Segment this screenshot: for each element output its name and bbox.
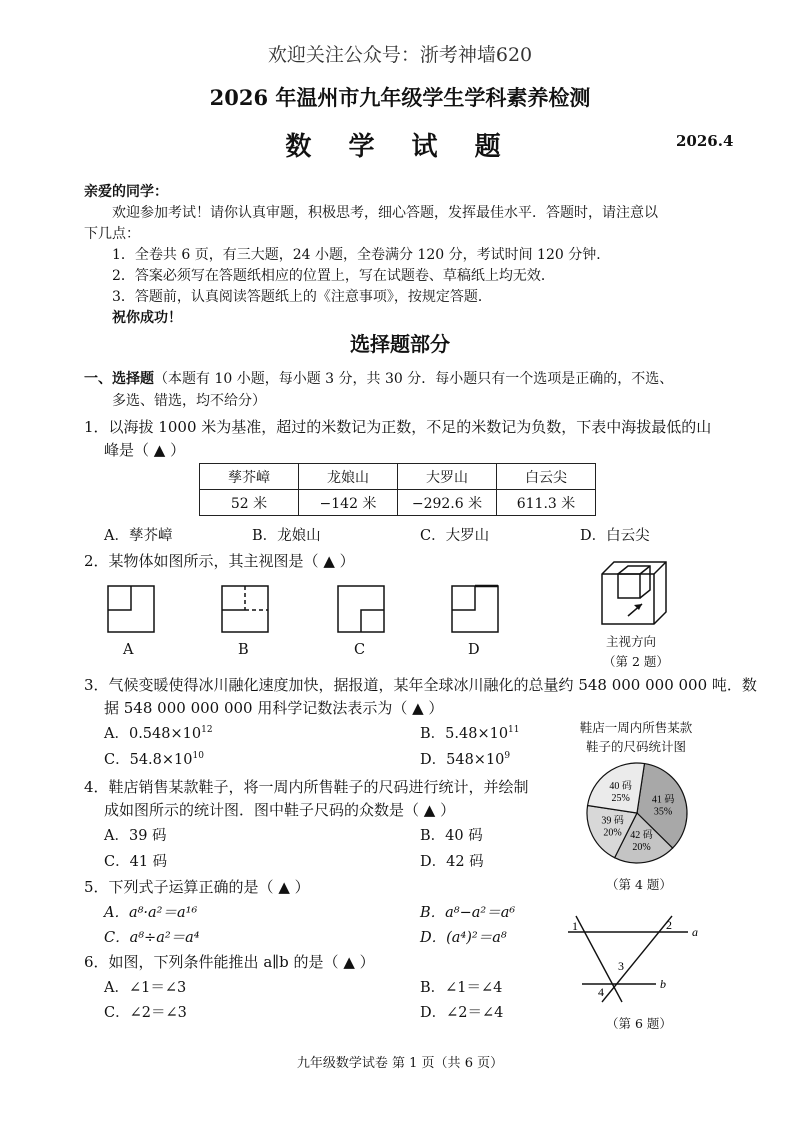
pie-percent-label: 25% (611, 792, 630, 804)
q6-option-c: C．∠2＝∠3 (104, 1005, 187, 1021)
angle-label-4: 4 (598, 985, 604, 999)
q6-option-d: D．∠2＝∠4 (420, 1005, 504, 1021)
table-cell: −142 米 (299, 490, 398, 516)
q6-stem: 6．如图，下列条件能推出 a∥b 的是（ ▲ ） (84, 953, 375, 971)
table-header-row (200, 464, 596, 490)
table-header: 龙娘山 (299, 464, 398, 490)
q3-line-2: 据 548 000 000 000 用科学记数法表示为（ ▲ ） (104, 699, 444, 717)
q1-option-c: C．大罗山 (420, 528, 490, 544)
angle-label-2: 2 (666, 918, 672, 932)
q4-option-c: C．41 码 (104, 854, 168, 870)
q2-label-d: D (468, 642, 480, 658)
q3-option-d (420, 748, 510, 769)
q3-option-a-exp: 12 (201, 725, 213, 736)
view-d-figure (452, 586, 498, 632)
pie-category-label: 41 码 (651, 794, 675, 806)
q2-caption: （第 2 题） (603, 654, 669, 669)
line-label-a: a (692, 925, 698, 939)
pie-category-label: 39 码 (601, 815, 624, 827)
exam-title: 2026 年温州市九年级学生学科素养检测 (209, 85, 591, 110)
q6-option-b: B．∠1＝∠4 (420, 980, 503, 996)
q6-caption: （第 6 题） (606, 1016, 672, 1031)
q5-option-d: D．(a⁴)²＝a⁸ (420, 930, 507, 946)
section-heading-num: 一、 (84, 371, 112, 387)
altitude-table (199, 463, 596, 516)
pie-percent-label: 20% (603, 827, 622, 839)
intro-line-2: 下几点： (84, 226, 140, 242)
q1-line-2: 峰是（ ▲ ） (104, 441, 186, 459)
note-3: 3．答题前，认真阅读答题纸上的《注意事项》，按规定答题． (112, 289, 492, 305)
q3-option-d-exp: 9 (504, 751, 511, 762)
q5-stem: 5．下列式子运算正确的是（ ▲ ） (84, 878, 310, 896)
q4-line-2: 成如图所示的统计图．图中鞋子尺码的众数是（ ▲ ） (104, 801, 456, 819)
parallel-lines-figure (560, 910, 710, 1010)
pie-chart-title-2: 鞋子的尺码统计图 (585, 739, 686, 754)
q3-option-d-mantissa: D．548×10 (420, 752, 505, 768)
section-heading-rest: （本题有 10 小题，每小题 3 分，共 30 分．每小题只有一个选项是正确的，不选、 (154, 371, 674, 387)
note-1: 1．全卷共 6 页，有三大题，24 小题，全卷满分 120 分，考试时间 120 分钟． (112, 247, 611, 263)
pie-percent-label: 35% (653, 806, 673, 818)
section-heading-bold: 选择题 (112, 371, 154, 387)
pie-chart-title-1: 鞋店一周内所售某款 (579, 720, 693, 735)
view-direction-label: 主视方向 (606, 634, 657, 649)
q3-option-b-mantissa: B．5.48×10 (420, 726, 509, 742)
closing: 祝你成功！ (112, 310, 182, 326)
q2-label-a: A (123, 642, 134, 658)
table-cell: 611.3 米 (497, 490, 596, 516)
pie-chart (572, 758, 702, 868)
view-a-figure (108, 586, 154, 632)
q5-option-c: C．a⁸÷a²＝a⁴ (104, 930, 200, 946)
q4-line-1: 4．鞋店销售某款鞋子，将一周内所售鞋子的尺码进行统计，并绘制 (84, 778, 529, 796)
q5-option-a: A．a⁸·a²＝a¹⁶ (104, 905, 198, 921)
q3-line-1: 3．气候变暖使得冰川融化速度加快，据报道，某年全球冰川融化的总量约 548 000 000 000 吨．数 (84, 676, 757, 694)
section-heading-line-2: 多选、错选，均不给分） (112, 393, 266, 409)
table-header: 大罗山 (398, 464, 497, 490)
angle-label-1: 1 (572, 919, 578, 933)
greeting: 亲爱的同学： (84, 184, 168, 200)
line-label-b: b (660, 977, 666, 991)
pie-percent-label: 20% (632, 842, 651, 854)
table-header: 白云尖 (497, 464, 596, 490)
angle-label-3: 3 (618, 959, 624, 973)
q4-option-a: A．39 码 (104, 828, 167, 844)
section-heading (84, 368, 673, 388)
q1-option-b: B．龙娘山 (252, 528, 321, 544)
view-c-figure (338, 586, 384, 632)
banner-text: 欢迎关注公众号：浙考神墙620 (267, 44, 533, 66)
q5-option-b: B．a⁸−a²＝a⁶ (420, 905, 516, 921)
table-header: 孳芥嶂 (200, 464, 299, 490)
q2-stem: 2．某物体如图所示，其主视图是（ ▲ ） (84, 552, 355, 570)
exam-date: 2026.4 (676, 132, 734, 150)
section-title: 选择题部分 (350, 332, 450, 356)
q6-option-a: A．∠1＝∠3 (104, 980, 187, 996)
exam-subtitle: 数 学 试 题 (285, 132, 515, 162)
q4-option-d: D．42 码 (420, 854, 484, 870)
q3-option-c (104, 748, 204, 769)
table-cell: 52 米 (200, 490, 299, 516)
q2-label-b: B (238, 642, 249, 658)
q4-option-b: B．40 码 (420, 828, 483, 844)
q2-solid-figure (594, 554, 684, 634)
intro-line-1: 欢迎参加考试！请你认真审题，积极思考，细心答题，发挥最佳水平．答题时，请注意以 (112, 205, 658, 221)
pie-category-label: 40 码 (609, 780, 632, 792)
q3-option-c-exp: 10 (192, 751, 204, 762)
q1-option-d: D．白云尖 (580, 528, 650, 544)
q3-option-a (104, 722, 213, 743)
q2-label-c: C (354, 642, 366, 658)
q1-line-1: 1．以海拔 1000 米为基准，超过的米数记为正数，不足的米数记为负数，下表中海拔最低的山 (84, 418, 712, 436)
q3-option-b-exp: 11 (508, 725, 520, 736)
note-2: 2．答案必须写在答题纸相应的位置上，写在试题卷、草稿纸上均无效． (112, 268, 555, 284)
q3-option-a-mantissa: A．0.548×10 (104, 726, 202, 742)
view-b-figure (222, 586, 268, 632)
page-footer: 九年级数学试卷 第 1 页（共 6 页） (296, 1056, 504, 1071)
q1-option-a: A．孳芥嶂 (104, 528, 173, 544)
table-row (200, 490, 596, 516)
q3-option-b (420, 722, 520, 743)
q4-caption: （第 4 题） (606, 877, 672, 892)
table-cell: −292.6 米 (398, 490, 497, 516)
pie-category-label: 42 码 (630, 830, 653, 842)
q3-option-c-mantissa: C．54.8×10 (104, 752, 193, 768)
